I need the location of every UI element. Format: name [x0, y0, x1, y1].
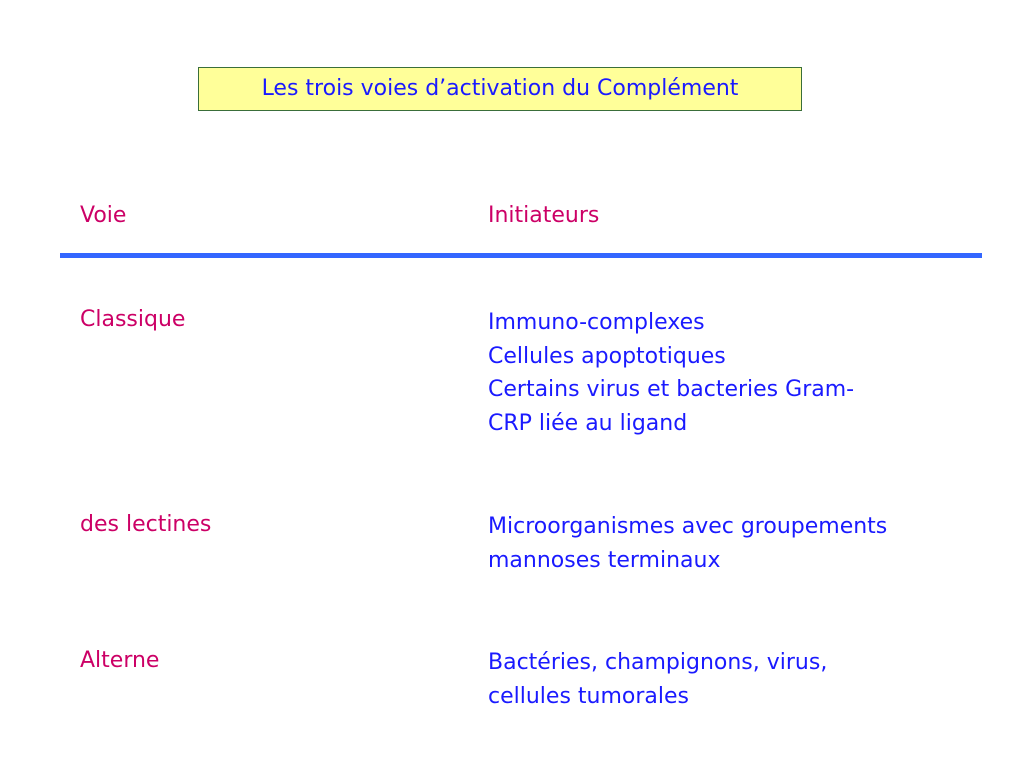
slide-title: Les trois voies d’activation du Complément	[198, 67, 802, 111]
initiateur-item: cellules tumorales	[488, 683, 689, 709]
header-divider	[60, 253, 982, 258]
voie-column-header: Voie	[80, 203, 127, 228]
initiateur-item: mannoses terminaux	[488, 547, 721, 573]
voie-classique: Classique	[80, 307, 186, 332]
initiateur-item: Bactéries, champignons, virus,	[488, 650, 828, 675]
initiateurs-list-lectines	[488, 510, 887, 577]
initiateurs-list-classique	[488, 306, 854, 440]
initiateur-item: Immuno-complexes	[488, 310, 705, 335]
initiateur-item: Certains virus et bacteries Gram-	[488, 377, 855, 402]
initiateur-item: Microorganismes avec groupements	[488, 514, 888, 539]
initiateur-item: Cellules apoptotiques	[488, 343, 726, 369]
voie-lectines: des lectines	[80, 512, 212, 537]
initiateurs-column-header: Initiateurs	[488, 203, 600, 228]
initiateurs-list-alterne	[488, 646, 827, 713]
voie-alterne: Alterne	[80, 648, 160, 673]
initiateur-item: CRP liée au ligand	[488, 410, 688, 436]
